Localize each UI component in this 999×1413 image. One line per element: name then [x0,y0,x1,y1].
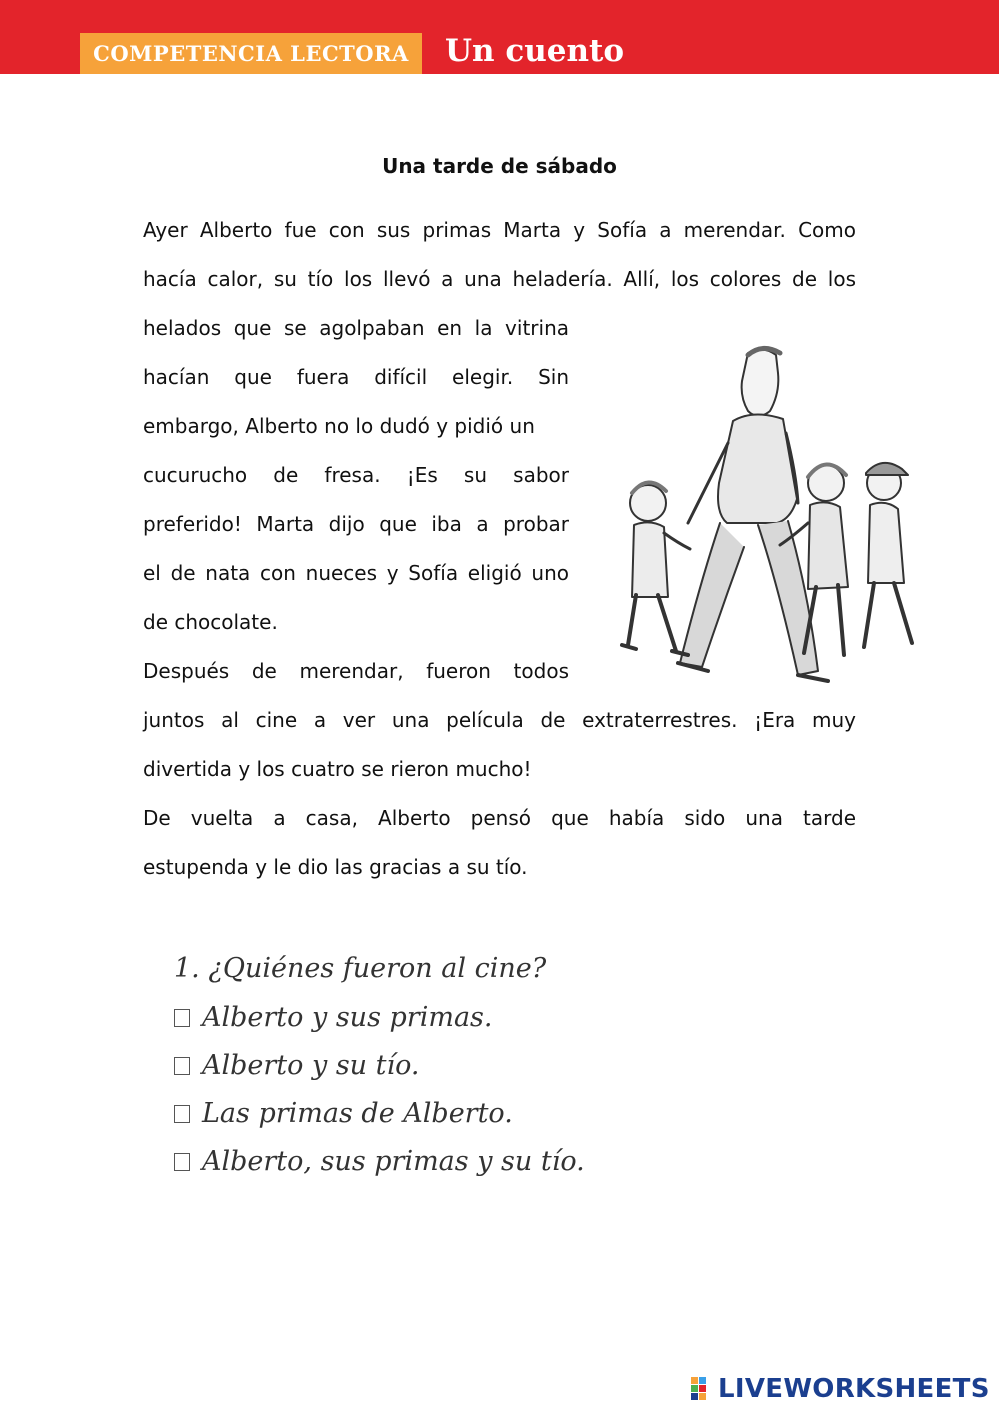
option-checkbox[interactable] [174,1057,190,1075]
family-walking-illustration [598,333,928,701]
option-label: Alberto y su tío. [202,1050,420,1081]
story-line: hacía calor, su tío los llevó a una heladería. Allí, los colores de los [143,267,856,291]
option-label: Alberto, sus primas y su tío. [202,1146,585,1177]
option-checkbox[interactable] [174,1153,190,1171]
story-line: cucurucho de fresa. ¡Es su sabor [143,463,569,487]
story-title: Una tarde de sábado [382,154,617,178]
logo-text: LIVEWORKSHEETS [718,1374,990,1404]
quiz-option[interactable] [174,1042,420,1090]
story-line: embargo, Alberto no lo dudó y pidió un [143,414,535,438]
liveworksheets-logo[interactable] [690,1372,990,1406]
option-label: Alberto y sus primas. [202,1002,493,1033]
option-label: Las primas de Alberto. [202,1098,513,1129]
story-line: divertida y los cuatro se rieron mucho! [143,757,532,781]
quiz-option[interactable] [174,994,492,1042]
story-line: el de nata con nueces y Sofía eligió uno [143,561,569,585]
story-line: hacían que fuera difícil elegir. Sin [143,365,569,389]
story-line: juntos al cine a ver una película de extraterrestres. ¡Era muy [143,708,856,732]
section-badge: COMPETENCIA LECTORA [80,33,422,74]
story-paragraph-narrow [143,304,569,696]
story-line: estupenda y le dio las gracias a su tío. [143,855,528,879]
story-line: De vuelta a casa, Alberto pensó que había sido una tarde [143,806,856,830]
story-line: Después de merendar, fueron todos [143,659,569,683]
liveworksheets-logo-icon [690,1375,716,1403]
option-checkbox[interactable] [174,1009,190,1027]
quiz-question: 1. ¿Quiénes fueron al cine? [174,953,547,984]
story-line: de chocolate. [143,610,278,634]
story-line: preferido! Marta dijo que iba a probar [143,512,569,536]
story-line: Ayer Alberto fue con sus primas Marta y Sofía a merendar. Como [143,218,856,242]
quiz-option[interactable] [174,1138,585,1186]
header-title: Un cuento [445,33,625,69]
story-paragraph-bottom [143,696,856,892]
story-line: helados que se agolpaban en la vitrina [143,316,569,340]
option-checkbox[interactable] [174,1105,190,1123]
quiz-option[interactable] [174,1090,513,1138]
story-paragraph-top [143,206,856,304]
